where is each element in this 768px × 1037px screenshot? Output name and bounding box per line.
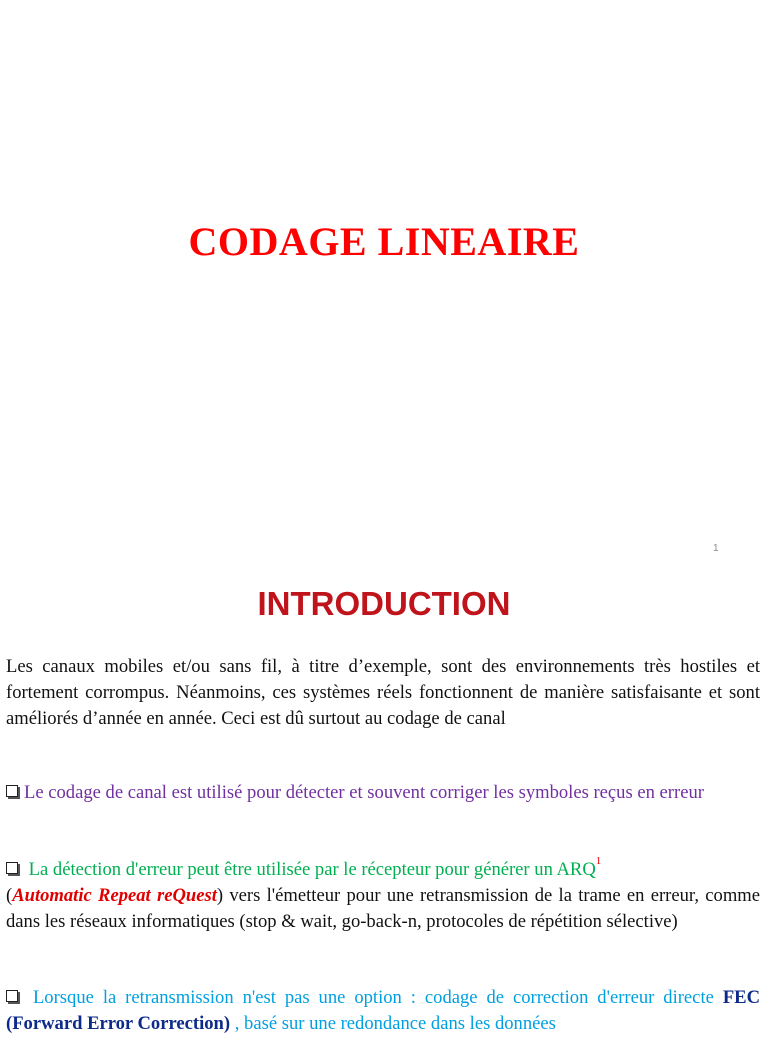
open-paren: (: [6, 885, 13, 906]
section-title: INTRODUCTION: [257, 585, 511, 622]
footnote-marker: 1: [595, 855, 602, 867]
checkbox-bullet-icon: [6, 785, 18, 797]
bullet-text: Le codage de canal est utilisé pour détecter et souvent corriger les symboles reçus en erreur: [24, 782, 704, 803]
bullet-error-detection: [6, 857, 760, 935]
checkbox-bullet-icon: [6, 990, 18, 1002]
slide-title: CODAGE LINEAIRE: [188, 219, 580, 264]
intro-paragraph: Les canaux mobiles et/ou sans fil, à titre d’exemple, sont des environnements très hostiles et fortement corrompus. Néanmoins, ces systèmes réels fonctionnent de manière satisfaisante et sont améliorés d’année en année. Ceci est dû surtout au codage de canal: [6, 656, 760, 729]
slide-2: [0, 575, 768, 1034]
bullet-text-continued: ) vers l'émetteur pour une retransmission de la trame en erreur, comme dans les réseaux informatiques (stop & wait, go-back-n, protocoles de répétition sélective): [6, 885, 760, 932]
fec-term: FEC (Forward Error Correction): [6, 987, 760, 1034]
bullet-text: La détection d'erreur peut être utilisée par le récepteur pour générer un ARQ: [24, 859, 596, 880]
page-number: 1: [713, 543, 719, 554]
bullet-text: Lorsque la retransmission n'est pas une option : codage de correction d'erreur directe: [24, 987, 723, 1008]
bullet-channel-coding: [6, 780, 760, 806]
bullet-fec: [6, 985, 760, 1037]
bullet-text-continued: , basé sur une redondance dans les données: [230, 1013, 556, 1034]
checkbox-bullet-icon: [6, 862, 18, 874]
arq-expansion: Automatic Repeat reQuest: [12, 885, 217, 906]
